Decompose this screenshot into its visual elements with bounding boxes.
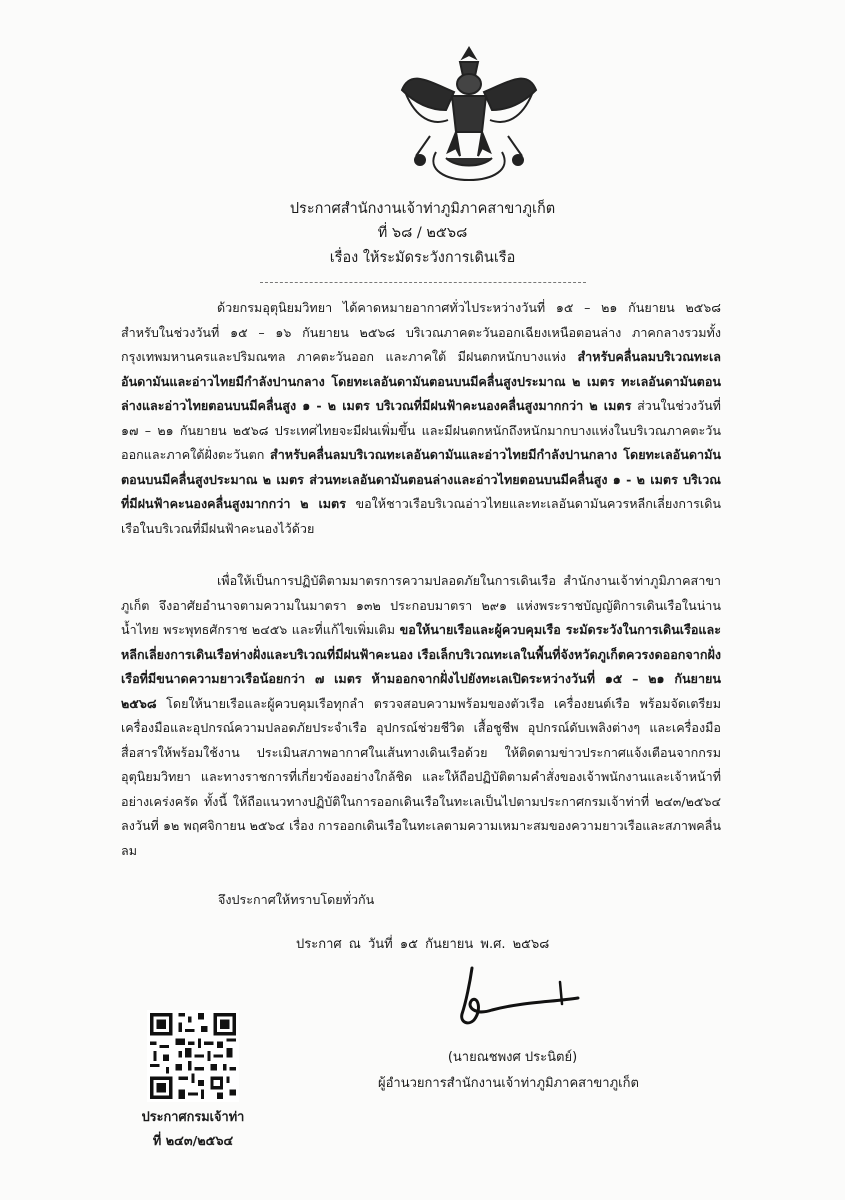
garuda-emblem-icon	[396, 40, 542, 190]
announcement-number: ที่ ๖๘ / ๒๕๖๘	[377, 225, 468, 241]
qr-caption-line2: ที่ ๒๔๓/๒๕๖๔	[152, 1134, 234, 1149]
qr-caption-line1: ประกาศกรมเจ้าท่า	[141, 1110, 245, 1125]
dashed-divider	[260, 282, 586, 283]
paragraph-safety-measures	[121, 569, 721, 863]
announcement-subject: เรื่อง ให้ระมัดระวังการเดินเรือ	[329, 250, 516, 266]
p2-text-c: โดยให้นายเรือและผู้ควบคุมเรือทุกลำ ตรวจสอบความพร้อมของตัวเรือ เครื่องยนต์เรือ พร้อมจัดเตรียมเครื่องมือและอุปกรณ์ความปลอดภัยประจำเรือ อุปกรณ์ช่วยชีวิต เสื้อชูชีพ อุปกรณ์ดับเพลิงต่างๆ และเครื่องมือสื่อสารให้พร้อมใช้งาน ประเมินสภาพอากาศในเส้นทางเดินเรือด้วย ให้ติดตามข่าวประกาศแจ้งเตือนจากกรมอุตุนิยมวิทยา และทางราชการที่เกี่ยวข้องอย่างใกล้ชิด และให้ถือปฏิบัติตามคำสั่งของเจ้าพนักงานและเจ้าหน้าที่อย่างเคร่งครัด ทั้งนี้ ให้ถือแนวทางปฏิบัติในการออกเดินเรือในทะเลเป็นไปตามประกาศกรมเจ้าท่าที่ ๒๔๓/๒๕๖๔ ลงวันที่ ๑๒ พฤศจิกายน ๒๕๖๔ เรื่อง การออกเดินเรือในทะเลตามความเหมาะสมของความยาวเรือและสภาพคลื่นลม	[121, 695, 721, 858]
p1-bold-b: สำหรับคลื่นลมบริเวณทะเล อันดามันและอ่าวไทยมีกำลังปานกลาง โดยทะเลอันดามันตอนบนมีคลื่นสูงประมาณ ๒ เมตร ทะเลอันดามันตอนล่างและอ่าวไทยตอนบนมีคลื่นสูง ๑ - ๒ เมตร บริเวณที่มีฝนฟ้าคะนองคลื่นสูงมากกว่า ๒ เมตร	[121, 349, 721, 413]
qr-code-icon	[147, 1010, 239, 1102]
p1-text-c: ส่วนในช่วงวันที่ ๑๗ – ๒๑ กันยายน ๒๕๖๘ ประเทศไทยจะมีฝนเพิ่มขึ้น และมีฝนตกหนักถึงหนักมากบางแห่งในบริเวณภาคตะวันออกและภาคใต้ฝั่งตะวันตก	[121, 398, 721, 462]
signature	[452, 962, 582, 1032]
p1-bold-d: สำหรับคลื่นลมบริเวณทะเลอันดามันและอ่าวไทยมีกำลังปานกลาง โดยทะเลอันดามันตอนบนมีคลื่นสูงประมาณ ๒ เมตร ส่วนทะเลอันดามันตอนล่างและอ่าวไทยตอนบนมีคลื่นสูง ๑ - ๒ เมตร บริเวณที่มีฝนฟ้าคะนองคลื่นสูงมากกว่า ๒ เมตร	[121, 447, 721, 511]
closing-statement: จึงประกาศให้ทราบโดยทั่วกัน	[218, 892, 375, 907]
p2-bold-b: ขอให้นายเรือและผู้ควบคุมเรือ ระมัดระวังในการเดินเรือและหลีกเลี่ยงการเดินเรือห่างฝั่งและบริเวณที่มีฝนฟ้าคะนอง เรือเล็กบริเวณทะเลในพื้นที่จังหวัดภูเก็ตควรงดออกจากฝั่ง เรือที่มีขนาดความยาวเรือน้อยกว่า ๗ เมตร ห้ามออกจากฝั่งไปยังทะเลเปิดระหว่างวันที่ ๑๕ – ๒๑ กันยายน ๒๕๖๘	[121, 622, 722, 711]
p2-text-a: เพื่อให้เป็นการปฏิบัติตามมาตรการความปลอดภัยในการเดินเรือ สำนักงานเจ้าท่าภูมิภาคสาขาภูเก็ต จึงอาศัยอำนาจตามความในมาตรา ๑๓๒ ประกอบมาตรา ๒๙๑ แห่งพระราชบัญญัติการเดินเรือในน่านน้ำไทย พระพุทธศักราช ๒๔๕๖ และที่แก้ไขเพิ่มเติม	[121, 573, 721, 637]
paragraph-weather-forecast	[121, 296, 721, 541]
announcement-title: ประกาศสำนักงานเจ้าท่าภูมิภาคสาขาภูเก็ต	[289, 201, 556, 217]
signer-title: ผู้อำนวยการสำนักงานเจ้าท่าภูมิภาคสาขาภูเก็ต	[378, 1076, 639, 1091]
announcement-date: ประกาศ ณ วันที่ ๑๕ กันยายน พ.ศ. ๒๕๖๘	[296, 937, 550, 952]
p1-text-a: ด้วยกรมอุตุนิยมวิทยา ได้คาดหมายอากาศทั่วไประหว่างวันที่ ๑๕ – ๒๑ กันยายน ๒๕๖๘ สำหรับในช่วงวันที่ ๑๕ – ๑๖ กันยายน ๒๕๖๘ บริเวณภาคตะวันออกเฉียงเหนือตอนล่าง ภาคกลางรวมทั้งกรุงเทพมหานครและปริมณฑล ภาคตะวันออก และภาคใต้ มีฝนตกหนักบางแห่ง	[121, 300, 721, 364]
signer-name: (นายณชพงศ ประนิตย์)	[447, 1050, 578, 1065]
p1-text-e: ขอให้ชาวเรือบริเวณอ่าวไทยและทะเลอันดามันควรหลีกเลี่ยงการเดินเรือในบริเวณที่มีฝนฟ้าคะนองไว้ด้วย	[121, 496, 721, 536]
